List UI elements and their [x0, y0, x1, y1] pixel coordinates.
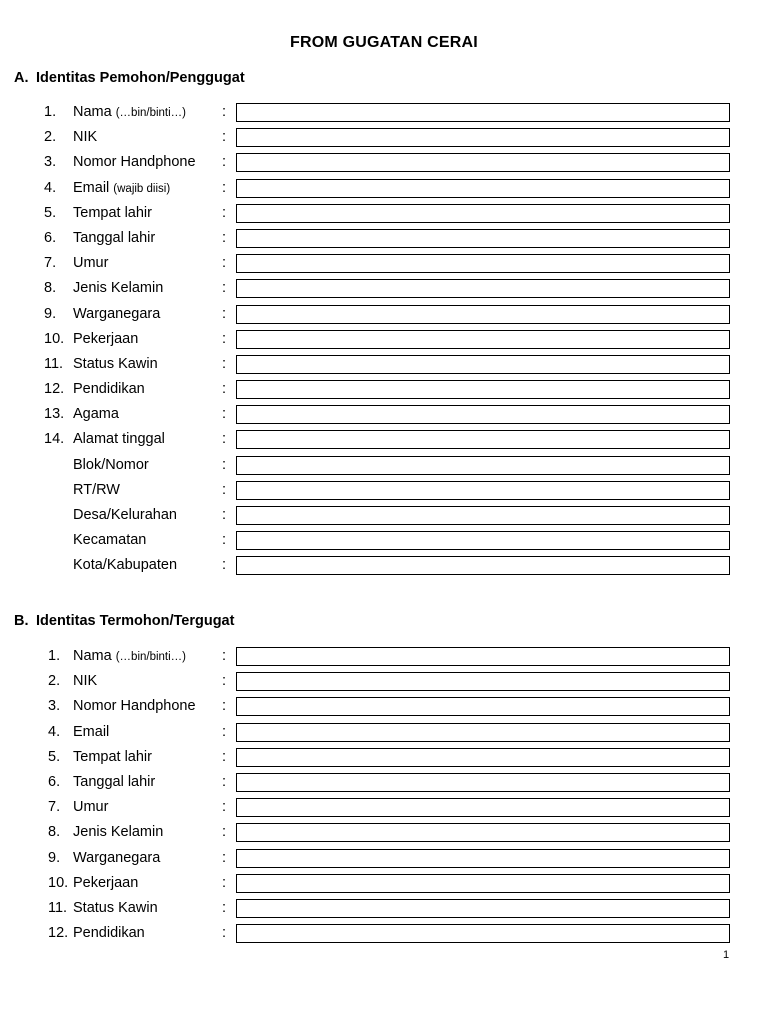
field-colon: :	[222, 255, 227, 272]
field-label	[73, 280, 163, 296]
field-colon: :	[222, 799, 227, 816]
field-label	[73, 230, 155, 246]
row-number: 10.	[44, 330, 65, 347]
field-colon: :	[222, 104, 227, 120]
field-label-text: Email	[73, 179, 110, 196]
field-colon: :	[222, 925, 227, 942]
form-row	[0, 872, 768, 897]
field-label	[73, 507, 177, 523]
form-row	[0, 529, 768, 554]
field-colon: :	[222, 532, 227, 549]
row-number: 12.	[44, 381, 65, 398]
row-number: 6.	[44, 229, 57, 246]
form-row	[0, 227, 768, 252]
field-colon: :	[222, 129, 227, 146]
row-number: 4.	[48, 723, 61, 740]
field-label	[73, 306, 160, 322]
field-colon: :	[222, 305, 227, 322]
form-row	[0, 670, 768, 695]
form-row	[0, 277, 768, 302]
row-number: 9.	[48, 849, 61, 866]
field-label	[73, 482, 120, 498]
input-box[interactable]	[236, 924, 730, 943]
form-row	[0, 746, 768, 771]
field-label-text: RT/RW	[73, 481, 120, 498]
form-row	[0, 721, 768, 746]
field-label	[73, 431, 165, 447]
row-number: 6.	[48, 773, 61, 790]
form-row	[0, 378, 768, 403]
form-row	[0, 126, 768, 151]
field-label-text: Pendidikan	[73, 925, 145, 942]
field-colon: :	[222, 456, 227, 473]
input-box[interactable]	[236, 481, 730, 500]
field-label	[73, 557, 177, 573]
row-number: 11.	[44, 355, 64, 372]
input-box[interactable]	[236, 823, 730, 842]
document-title: FROM GUGATAN CERAI	[290, 34, 478, 51]
field-label-text: Alamat tinggal	[73, 431, 165, 448]
input-box[interactable]	[236, 179, 730, 198]
input-box[interactable]	[236, 697, 730, 716]
form-row	[0, 101, 768, 126]
input-box[interactable]	[236, 798, 730, 817]
field-label	[73, 850, 160, 866]
input-box[interactable]	[236, 254, 730, 273]
row-number: 5.	[44, 204, 57, 221]
form-row	[0, 177, 768, 202]
field-label	[73, 900, 158, 916]
field-label-text: Pekerjaan	[73, 874, 139, 891]
field-colon: :	[222, 381, 227, 398]
field-label	[73, 875, 138, 891]
field-label-text: Status Kawin	[73, 355, 158, 372]
form-row	[0, 922, 768, 947]
field-colon: :	[222, 698, 227, 715]
field-colon: :	[222, 874, 227, 891]
field-colon: :	[222, 154, 227, 171]
section-b-letter: B.	[14, 613, 29, 629]
field-colon: :	[222, 330, 227, 347]
row-number: 9.	[44, 305, 57, 322]
field-colon: :	[222, 899, 227, 916]
form-row	[0, 328, 768, 353]
field-label-text: Jenis Kelamin	[73, 824, 164, 841]
form-row	[0, 897, 768, 922]
input-box[interactable]	[236, 305, 730, 324]
field-colon: :	[222, 824, 227, 841]
field-label-text: Pekerjaan	[73, 330, 139, 347]
field-label-text: Desa/Kelurahan	[73, 507, 177, 523]
form-row	[0, 504, 768, 529]
row-number: 7.	[44, 255, 57, 272]
section-b-title: Identitas Termohon/Tergugat	[36, 613, 235, 629]
field-colon: :	[222, 849, 227, 866]
field-label-text: Tanggal lahir	[73, 229, 156, 246]
field-label	[73, 104, 186, 120]
field-label-text: Pendidikan	[73, 381, 145, 398]
input-box[interactable]	[236, 204, 730, 223]
field-label-text: Tempat lahir	[73, 204, 152, 221]
row-number: 2.	[44, 129, 57, 146]
field-colon: :	[222, 280, 227, 297]
field-colon: :	[222, 673, 227, 690]
row-number: 14.	[44, 431, 65, 448]
input-box[interactable]	[236, 531, 730, 550]
field-label	[73, 698, 196, 714]
section-a-title: Identitas Pemohon/Penggugat	[36, 70, 245, 86]
row-number: 1.	[48, 648, 61, 664]
field-label	[73, 925, 145, 941]
section-a-heading	[14, 70, 245, 86]
field-label-text: Nomor Handphone	[73, 698, 196, 715]
input-box[interactable]	[236, 672, 730, 691]
field-label	[73, 356, 158, 372]
input-box[interactable]	[236, 723, 730, 742]
field-note: (…bin/binti…)	[115, 651, 187, 663]
field-label-text: Tempat lahir	[73, 748, 152, 765]
row-number: 11.	[48, 899, 68, 916]
input-box[interactable]	[236, 647, 730, 666]
field-colon: :	[222, 355, 227, 372]
field-label	[73, 457, 149, 473]
form-row	[0, 202, 768, 227]
input-box[interactable]	[236, 103, 730, 122]
field-label-text: Nomor Handphone	[73, 154, 196, 171]
field-colon: :	[222, 481, 227, 498]
field-label	[73, 824, 163, 840]
row-number: 8.	[48, 824, 61, 841]
field-label-text: Nama	[73, 104, 112, 120]
field-label	[73, 799, 108, 815]
field-label-text: Warganegara	[73, 305, 161, 322]
field-label	[73, 205, 152, 221]
row-number: 4.	[44, 179, 57, 196]
input-box[interactable]	[236, 430, 730, 449]
input-box[interactable]	[236, 773, 730, 792]
field-label	[73, 532, 146, 548]
row-number: 8.	[44, 280, 57, 297]
form-row	[0, 479, 768, 504]
input-box[interactable]	[236, 899, 730, 918]
row-number: 7.	[48, 799, 61, 816]
field-label-text: Blok/Nomor	[73, 456, 149, 473]
field-label-text: Agama	[73, 406, 119, 423]
section-b-heading	[14, 613, 234, 629]
form-row	[0, 454, 768, 479]
field-label	[73, 406, 119, 422]
input-box[interactable]	[236, 506, 730, 525]
field-label	[73, 749, 152, 765]
input-box[interactable]	[236, 153, 730, 172]
row-number: 13.	[44, 406, 65, 423]
field-label	[73, 180, 170, 196]
form-row	[0, 403, 768, 428]
row-number: 1.	[44, 104, 57, 120]
input-box[interactable]	[236, 128, 730, 147]
field-label	[73, 648, 186, 664]
input-box[interactable]	[236, 874, 730, 893]
field-label-text: NIK	[73, 129, 98, 146]
field-label-text: Jenis Kelamin	[73, 280, 164, 297]
input-box[interactable]	[236, 849, 730, 868]
field-label	[73, 255, 108, 271]
row-number: 3.	[48, 698, 61, 715]
field-colon: :	[222, 648, 227, 664]
field-colon: :	[222, 507, 227, 523]
field-colon: :	[222, 406, 227, 423]
field-colon: :	[222, 431, 227, 448]
section-a-form	[0, 101, 768, 580]
row-number: 2.	[48, 673, 61, 690]
field-colon: :	[222, 179, 227, 196]
row-number: 5.	[48, 748, 61, 765]
input-box[interactable]	[236, 330, 730, 349]
field-label	[73, 129, 97, 145]
field-label-text: Warganegara	[73, 849, 161, 866]
field-label-text: Umur	[73, 799, 109, 816]
input-box[interactable]	[236, 748, 730, 767]
field-note: (…bin/binti…)	[115, 107, 187, 119]
field-label	[73, 154, 196, 170]
row-number: 10.	[48, 874, 69, 891]
form-row	[0, 796, 768, 821]
field-colon: :	[222, 723, 227, 740]
field-label-text: Email	[73, 723, 110, 740]
field-label-text: Status Kawin	[73, 899, 158, 916]
form-row	[0, 821, 768, 846]
field-label	[73, 774, 155, 790]
field-colon: :	[222, 748, 227, 765]
field-colon: :	[222, 204, 227, 221]
form-row	[0, 303, 768, 328]
form-row	[0, 151, 768, 176]
field-label-text: Tanggal lahir	[73, 773, 156, 790]
input-box[interactable]	[236, 279, 730, 298]
form-row	[0, 554, 768, 579]
field-label	[73, 381, 145, 397]
field-label-text: NIK	[73, 673, 98, 690]
form-row	[0, 847, 768, 872]
field-label	[73, 673, 97, 689]
field-colon: :	[222, 229, 227, 246]
input-box[interactable]	[236, 229, 730, 248]
field-note: (wajib diisi)	[113, 182, 171, 195]
form-row	[0, 353, 768, 378]
field-label-text: Kecamatan	[73, 532, 147, 549]
form-row	[0, 771, 768, 796]
input-box[interactable]	[236, 405, 730, 424]
field-label-text: Umur	[73, 255, 109, 272]
field-colon: :	[222, 557, 227, 574]
form-row	[0, 428, 768, 453]
section-b-form	[0, 645, 768, 947]
row-number: 3.	[44, 154, 57, 171]
input-box[interactable]	[236, 456, 730, 475]
input-box[interactable]	[236, 355, 730, 374]
page-number: 1	[723, 949, 730, 961]
form-row	[0, 252, 768, 277]
field-label-text: Nama	[73, 648, 112, 664]
field-label	[73, 724, 109, 740]
form-row	[0, 695, 768, 720]
field-label-text: Kota/Kabupaten	[73, 557, 178, 574]
row-number: 12.	[48, 925, 69, 942]
field-label	[73, 331, 138, 347]
field-colon: :	[222, 773, 227, 790]
section-a-letter: A.	[14, 70, 29, 86]
form-row	[0, 645, 768, 670]
input-box[interactable]	[236, 380, 730, 399]
input-box[interactable]	[236, 556, 730, 575]
